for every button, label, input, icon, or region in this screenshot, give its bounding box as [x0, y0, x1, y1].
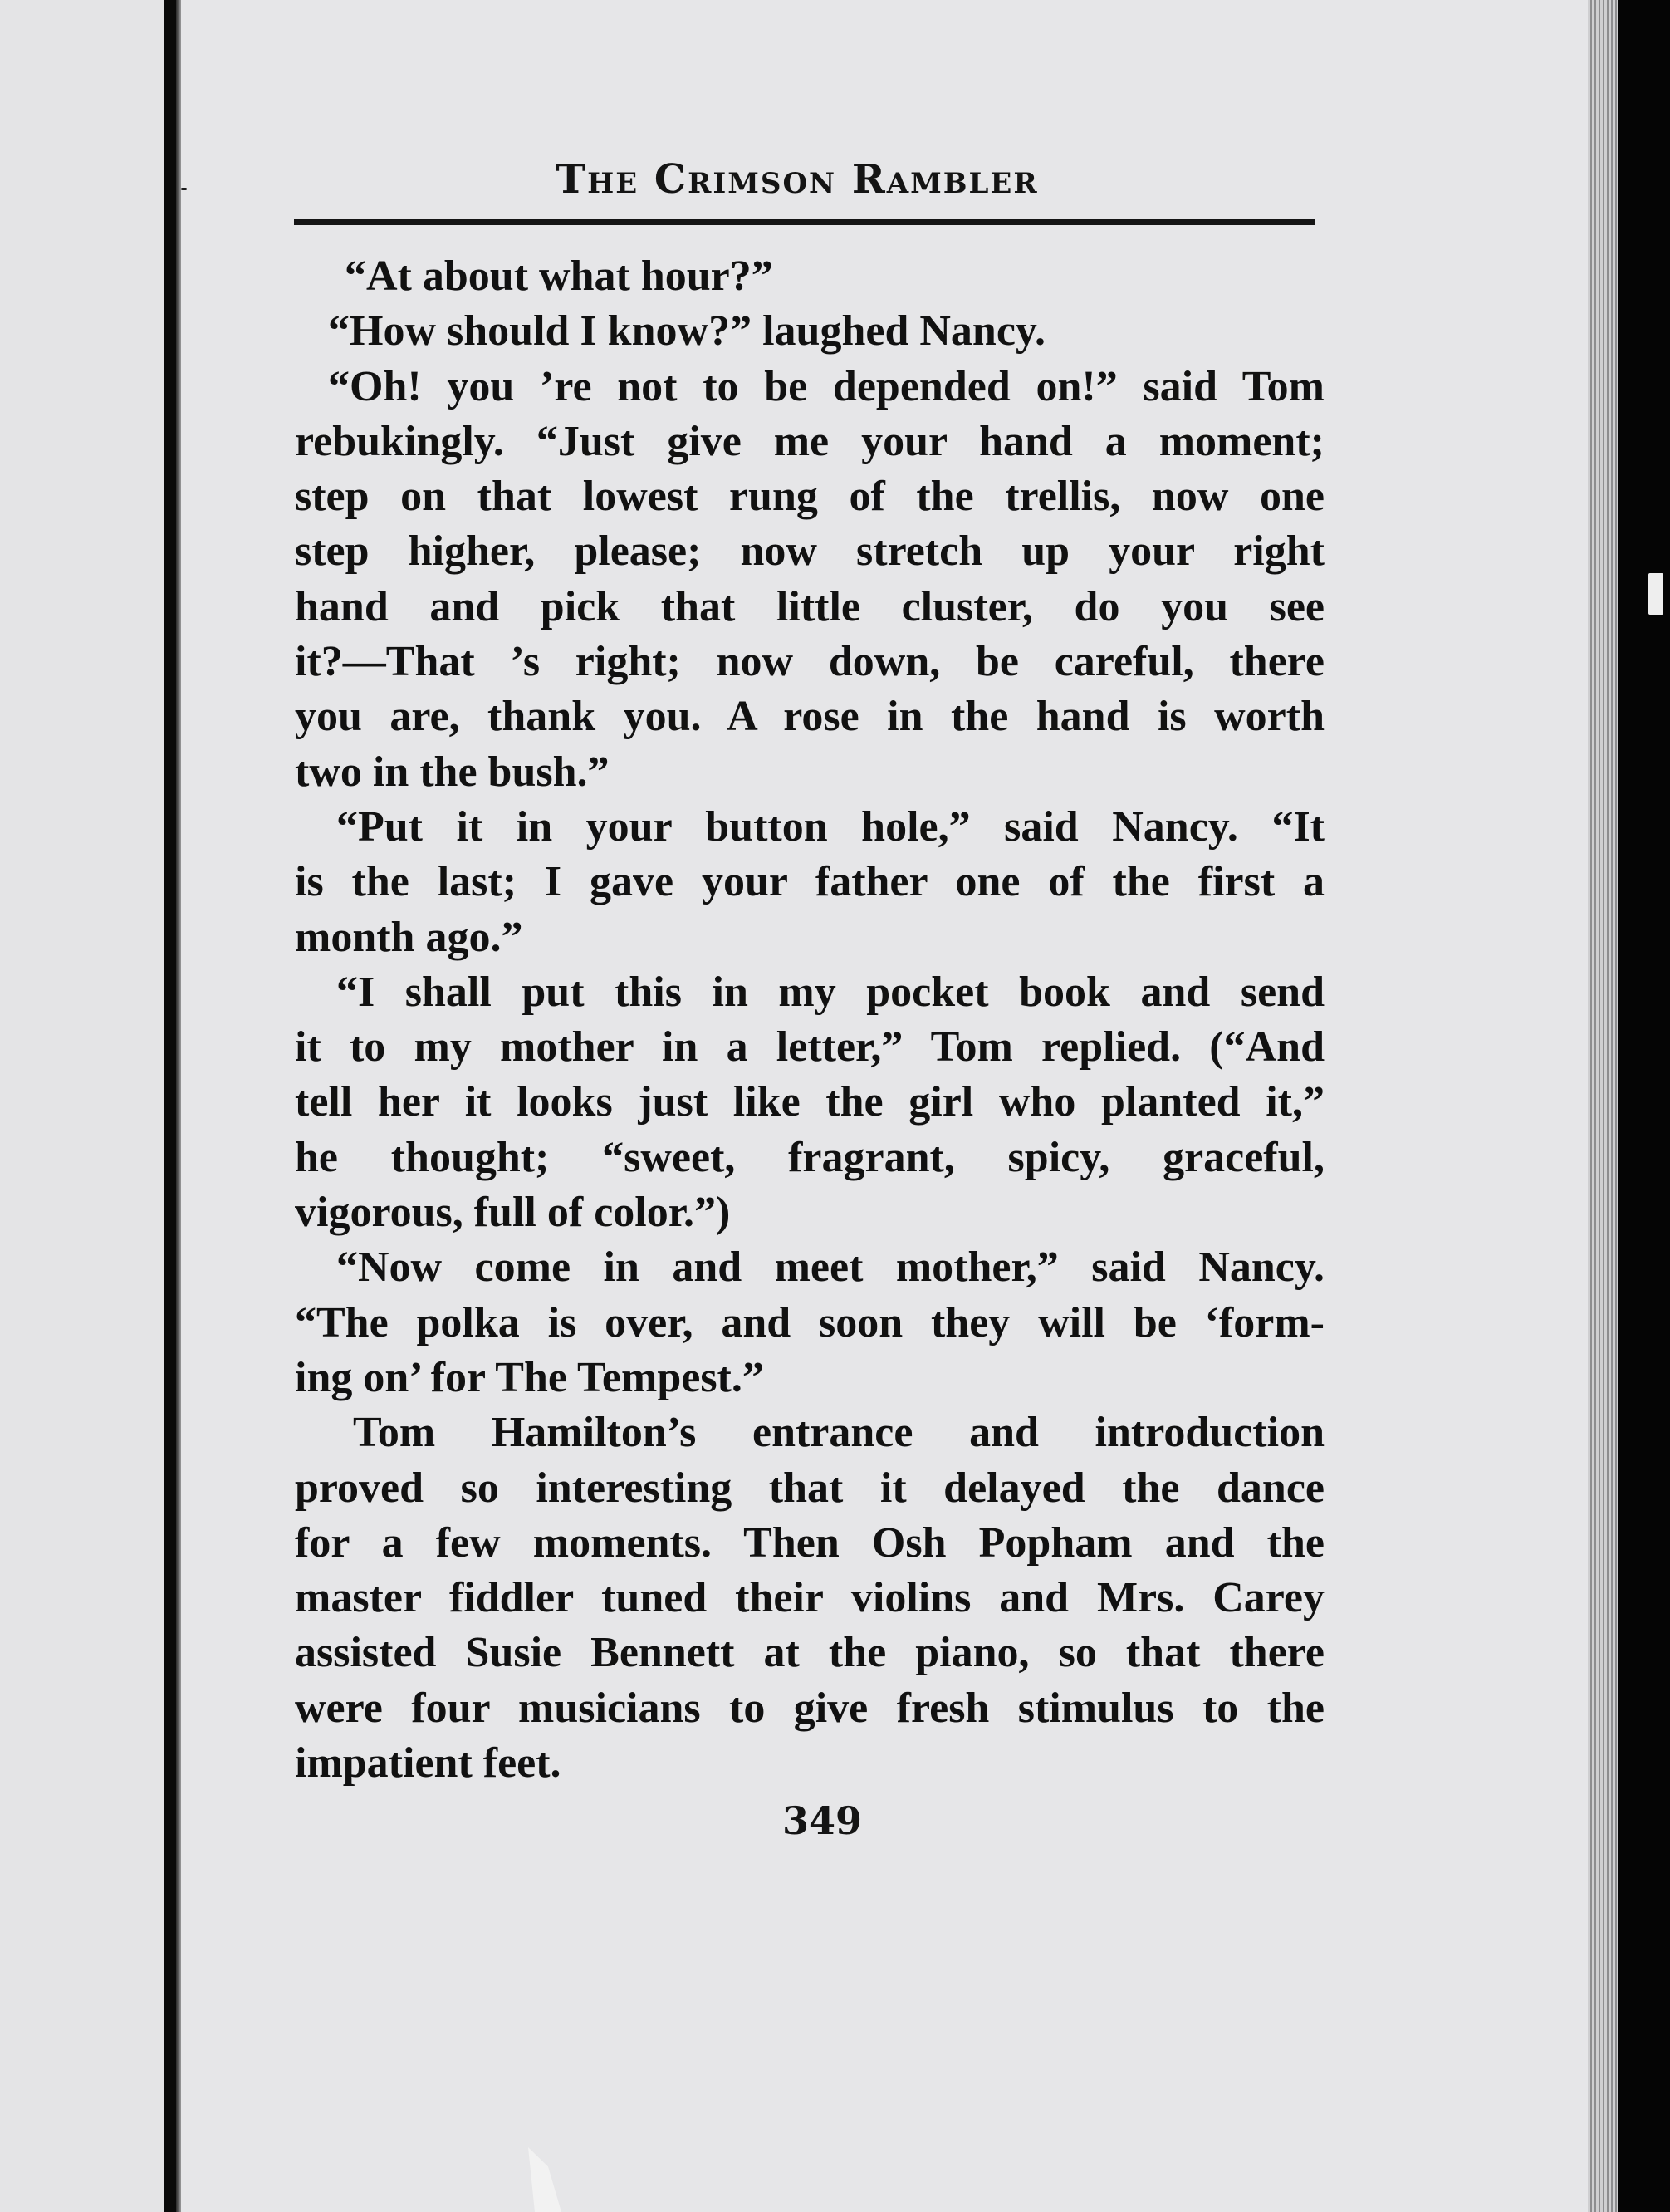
text-line: for a few moments. Then Osh Popham and the — [295, 1518, 1325, 1567]
ink-speck — [1648, 573, 1663, 615]
text-line: “Oh! you ’re not to be depended on!” said Tom — [328, 362, 1325, 410]
text-line: impatient feet. — [295, 1739, 561, 1788]
text-line: proved so interesting that it delayed the dance — [295, 1464, 1325, 1512]
text-line: step higher, please; now stretch up your right — [295, 527, 1325, 576]
text-line: ing on’ for The Tempest.” — [295, 1353, 764, 1401]
page-number: 349 — [781, 1798, 863, 1843]
text-line: it?—That ’s right; now down, be careful, there — [295, 638, 1325, 686]
text-line: “The polka is over, and soon they will be ‘form- — [295, 1298, 1325, 1346]
text-line: “I shall put this in my pocket book and send — [336, 968, 1325, 1016]
text-line: he thought; “sweet, fragrant, spicy, graceful, — [295, 1133, 1325, 1181]
text-line: “At about what hour?” — [345, 253, 773, 300]
text-line: master fiddler tuned their violins and Mrs. Carey — [295, 1574, 1325, 1622]
text-line: hand and pick that little cluster, do you see — [295, 582, 1325, 630]
text-line: vigorous, full of color.”) — [295, 1189, 731, 1237]
header-rule — [294, 219, 1315, 225]
text-line: it to my mother in a letter,” Tom replied. (“And — [295, 1023, 1325, 1072]
text-line: month ago.” — [295, 913, 523, 961]
text-line: “How should I know?” laughed Nancy. — [328, 307, 1046, 356]
text-line: step on that lowest rung of the trellis, now one — [295, 473, 1325, 521]
text-line: assisted Susie Bennett at the piano, so that there — [295, 1629, 1325, 1677]
page-edges — [1588, 0, 1618, 2212]
text-line: you are, thank you. A rose in the hand is worth — [295, 693, 1325, 741]
text-line: Tom Hamilton’s entrance and introduction — [353, 1409, 1325, 1457]
text-line: were four musicians to give fresh stimulus to the — [295, 1684, 1325, 1732]
text-line: “Now come in and meet mother,” said Nancy. — [336, 1243, 1325, 1292]
scan-border — [1618, 0, 1670, 2212]
text-line: “Put it in your button hole,” said Nancy. “It — [336, 802, 1325, 851]
running-head: The Crimson Rambler — [556, 156, 1039, 203]
text-line: two in the bush.” — [295, 748, 610, 796]
ink-speck — [181, 188, 187, 190]
left-page — [0, 0, 164, 2212]
text-line: is the last; I gave your father one of the first a — [295, 858, 1325, 906]
text-line: tell her it looks just like the girl who planted it,” — [295, 1078, 1325, 1126]
gutter-shadow — [176, 0, 181, 2212]
body-text — [295, 249, 1325, 1791]
text-line: rebukingly. “Just give me your hand a moment; — [295, 417, 1325, 465]
book-gutter — [164, 0, 176, 2212]
